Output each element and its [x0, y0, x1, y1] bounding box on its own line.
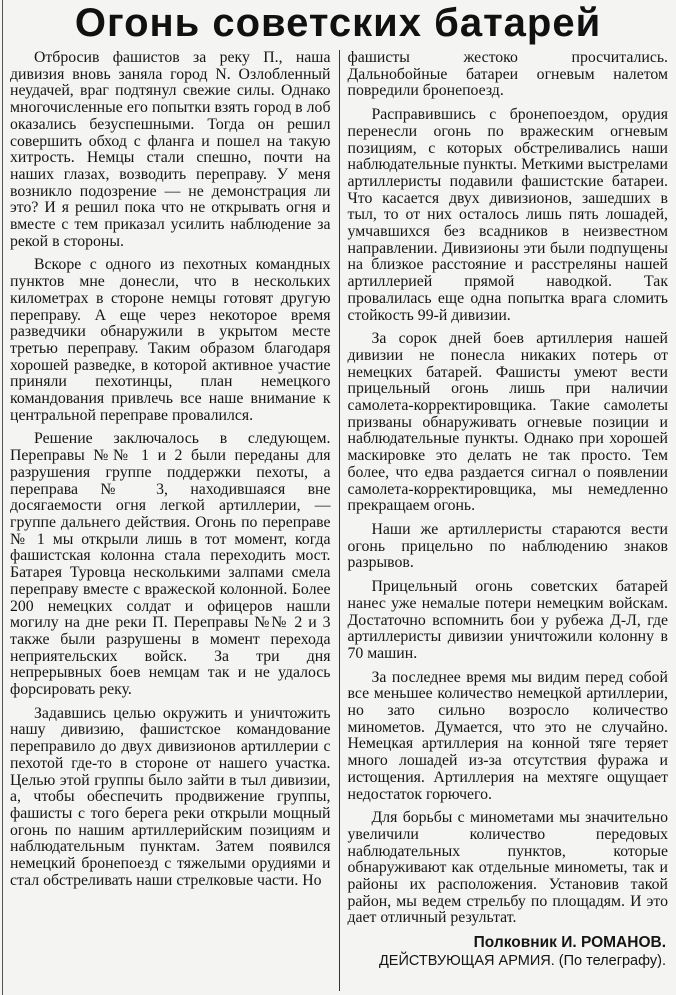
article-body — [10, 50, 668, 991]
author-signature: Полковник И. РОМАНОВ. — [473, 934, 666, 952]
page-edge-rule — [2, 0, 3, 995]
left-column — [10, 50, 339, 991]
paragraph: Для борьбы с минометами мы значительно увеличили количество передовых наблюдательных пунктов, которые обнаруживают как отдельные минометы, так и районы их расположения. Установив такой район, мы ведем стрельбу по площадям. И это дает отличный результат. — [347, 809, 668, 927]
paragraph-continued: фашисты жестоко просчитались. Дальнобойные батареи огневым налетом повредили бронепоезд. — [347, 50, 668, 100]
dateline: ДЕЙСТВУЮЩАЯ АРМИЯ. (По телеграфу). — [378, 953, 666, 970]
paragraph: Расправившись с бронепоездом, орудия перенесли огонь по вражеским огневым позициям, с которых обстреливались наши наблюдательные пункты. Меткими выстрелами артиллеристы подавили фашистские батареи. Что касается двух дивизионов, зашедших в тыл, то от них осталось лишь пять лошадей, умчавшихся без всадников в неизвестном направлении. Дивизионы эти были подпущены на близкое расстояние и расстреляны нашей артиллерией прямой наводкой. Так провалилась еще одна попытка врага сломить стойкость 99-й дивизии. — [347, 106, 668, 324]
paragraph: За последнее время мы видим перед собой все меньшее количество немецкой артиллерии, но зато сильно возросло количество минометов. Думается, что это не случайно. Немецкая артиллерия на конной тяге теряет много лошадей из-за отсутствия фуража и истощения. Артиллерия на мехтяге ощущает недостаток горючего. — [347, 668, 668, 803]
article-title: Огонь советских батарей — [74, 1, 602, 45]
paragraph: Решение заключалось в следующем. Переправы №№ 1 и 2 были переданы для разрушения группе поддержки пехоты, а переправа № 3, находившаяся вне досягаемости огня легкой артиллерии, — группе дальнего действия. Огонь по переправе № 1 мы открыли лишь в тот момент, когда фашистская колонна стала переходить мост. Батарея Туровца несколькими залпами смела переправу вместе с вражеской колонной. Более 200 немецких солдат и офицеров нашли могилу на дне реки П. Переправы №№ 2 и 3 также были разрушены в момент перехода неприятельских войск. За три дня непрерывных боев немцам так и не удалось форсировать реку. — [10, 430, 331, 699]
right-column — [340, 50, 669, 991]
paragraph: За сорок дней боев артиллерия нашей дивизии не понесла никаких потерь от немецких батарей. Фашисты умеют вести прицельный огонь лишь при наличии самолета-корректировщика. Такие самолеты призваны обнаруживать огневые позиции и наблюдательные пункты. Однако при хорошей маскировке это делать не так просто. Тем более, что едва раздается сигнал о появлении самолета-корректировщика, мы немедленно прекращаем огонь. — [347, 330, 668, 515]
paragraph: Наши же артиллеристы стараются вести огонь прицельно по наблюдению знаков разрывов. — [347, 520, 668, 572]
paragraph: Задавшись целью окружить и уничтожить нашу дивизию, фашистское командование переправило до двух дивизионов артиллерии с пехотой где-то в стороне от нашего участка. Целью этой группы было зайти в тыл дивизии, а, чтобы обеспечить продвижение группы, фашисты с того берега реки открыли мощный огонь по нашим артиллерийским позициям и наблюдательным пунктам. Затем появился немецкий бронепоезд с тяжелыми орудиями и стал обстреливать наши стрелковые части. Но — [10, 704, 331, 889]
paragraph: Прицельный огонь советских батарей нанес уже немалые потери немецким войскам. Достаточно вспомнить бои у рубежа Д-Л, где артиллеристы дивизии уничтожили колонну в 70 машин. — [347, 578, 668, 662]
paragraph: Вскоре с одного из пехотных командных пунктов мне донесли, что в нескольких километрах в стороне немцы готовят другую переправу. А еще через некоторое время разведчики обнаружили в укрытом месте третью переправу. Таким образом благодаря хорошей разведке, в которой активное участие приняли пехотинцы, план немецкого командования привлечь все наше внимание к центральной переправе провалился. — [10, 256, 331, 424]
paragraph: Отбросив фашистов за реку П., наша дивизия вновь заняла город N. Озлобленный неудачей, враг подтянул свежие силы. Однако многочисленные его попытки взять город в лоб оказались безуспешными. Тогда он решил совершить обход с фланга и пошел на такую хитрость. Немцы стали спешно, почти на наших глазах, возводить переправу. У меня возникло подозрение — не демонстрация ли это? И я решил пока что не открывать огня и вместе с тем приказал усилить наблюдение за рекой в стороны. — [10, 50, 331, 250]
